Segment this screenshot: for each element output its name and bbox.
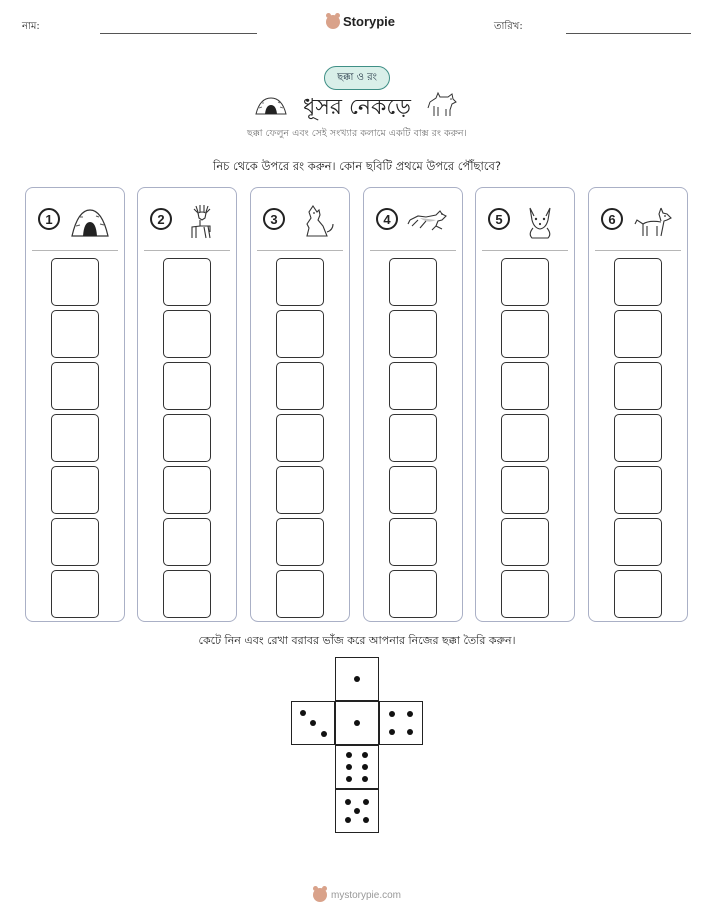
color-box[interactable]	[614, 570, 662, 618]
color-box[interactable]	[276, 466, 324, 514]
column-header	[26, 188, 124, 250]
standing-wolf-icon	[631, 202, 675, 240]
cut-instruction: কেটে নিন এবং রেখা বরাবর ভাঁজ করে আপনার নিজের ছক্কা তৈরি করুন।	[198, 634, 516, 647]
footer-bear-icon	[313, 888, 327, 902]
column-6	[588, 187, 688, 622]
color-box[interactable]	[276, 310, 324, 358]
column-number: 2	[150, 208, 172, 230]
column-2	[137, 187, 237, 622]
dice-pip	[363, 817, 369, 823]
column-number: 6	[601, 208, 623, 230]
color-box[interactable]	[163, 570, 211, 618]
color-box[interactable]	[51, 466, 99, 514]
name-label: নাম:	[22, 21, 40, 32]
column-divider	[370, 250, 456, 251]
column-number: 3	[263, 208, 285, 230]
column-divider	[257, 250, 343, 251]
brand-name: Storypie	[343, 14, 396, 29]
page-title: ধূসর নেকড়ে	[303, 95, 411, 120]
cave-icon	[68, 202, 112, 240]
color-box[interactable]	[501, 310, 549, 358]
color-box[interactable]	[51, 518, 99, 566]
column-divider	[32, 250, 118, 251]
running-wolf-icon	[406, 202, 450, 240]
subtitle: ছক্কা ফেলুন এবং সেই সংখ্যার কলামে একটি বাক্স রং করুন।	[247, 128, 467, 139]
dice-pip	[345, 799, 351, 805]
dice-pip	[346, 764, 352, 770]
wolf-icon	[426, 88, 458, 118]
color-boxes	[51, 258, 99, 622]
color-box[interactable]	[501, 518, 549, 566]
color-box[interactable]	[614, 258, 662, 306]
dice-pip	[389, 729, 395, 735]
color-box[interactable]	[276, 414, 324, 462]
color-boxes	[614, 258, 662, 622]
column-header	[589, 188, 687, 250]
dice-face	[335, 701, 379, 745]
color-box[interactable]	[51, 362, 99, 410]
column-number: 4	[376, 208, 398, 230]
color-box[interactable]	[501, 414, 549, 462]
dice-pip	[354, 676, 360, 682]
column-number: 1	[38, 208, 60, 230]
dice-pip	[389, 711, 395, 717]
color-boxes	[276, 258, 324, 622]
color-box[interactable]	[51, 570, 99, 618]
dice-face	[335, 789, 379, 833]
color-box[interactable]	[276, 570, 324, 618]
color-box[interactable]	[389, 258, 437, 306]
column-header	[251, 188, 349, 250]
howling-wolf-icon	[293, 202, 337, 240]
color-box[interactable]	[501, 258, 549, 306]
dice-pip	[321, 731, 327, 737]
color-box[interactable]	[51, 414, 99, 462]
column-1	[25, 187, 125, 622]
dice-pip	[407, 711, 413, 717]
color-box[interactable]	[163, 414, 211, 462]
bear-icon	[326, 15, 340, 29]
color-box[interactable]	[614, 466, 662, 514]
color-box[interactable]	[501, 570, 549, 618]
instruction: নিচ থেকে উপরে রং করুন। কোন ছবিটি প্রথমে উপরে পৌঁছাবে?	[213, 159, 501, 173]
color-box[interactable]	[389, 570, 437, 618]
dice-face	[335, 657, 379, 701]
dice-face	[379, 701, 423, 745]
color-box[interactable]	[276, 362, 324, 410]
activity-badge: ছক্কা ও রং	[324, 66, 390, 90]
column-header	[138, 188, 236, 250]
color-box[interactable]	[276, 518, 324, 566]
color-boxes	[501, 258, 549, 622]
color-box[interactable]	[501, 466, 549, 514]
color-box[interactable]	[51, 310, 99, 358]
dice-face	[335, 745, 379, 789]
dice-pip	[346, 752, 352, 758]
color-box[interactable]	[51, 258, 99, 306]
dice-pip	[407, 729, 413, 735]
dice-pip	[362, 764, 368, 770]
color-box[interactable]	[276, 258, 324, 306]
color-box[interactable]	[389, 310, 437, 358]
column-5	[475, 187, 575, 622]
column-4	[363, 187, 463, 622]
color-boxes	[389, 258, 437, 622]
dice-pip	[345, 817, 351, 823]
date-label: তারিখ:	[494, 21, 523, 32]
dice-pip	[354, 720, 360, 726]
dice-pip	[363, 799, 369, 805]
column-divider	[482, 250, 568, 251]
dice-pip	[310, 720, 316, 726]
dice-pip	[354, 808, 360, 814]
color-box[interactable]	[389, 362, 437, 410]
deer-icon	[180, 202, 224, 240]
color-box[interactable]	[389, 518, 437, 566]
column-header	[476, 188, 574, 250]
dice-pip	[300, 710, 306, 716]
footer-url[interactable]: mystorypie.com	[330, 889, 401, 901]
color-box[interactable]	[614, 414, 662, 462]
date-line[interactable]	[566, 33, 691, 34]
column-3	[250, 187, 350, 622]
dice-face	[291, 701, 335, 745]
color-box[interactable]	[163, 310, 211, 358]
dice-pip	[362, 752, 368, 758]
wolf-pup-icon	[518, 202, 562, 240]
color-box[interactable]	[389, 414, 437, 462]
column-divider	[144, 250, 230, 251]
color-box[interactable]	[614, 362, 662, 410]
color-box[interactable]	[163, 362, 211, 410]
color-boxes	[163, 258, 211, 622]
column-divider	[595, 250, 681, 251]
dice-pip	[346, 776, 352, 782]
color-box[interactable]	[163, 466, 211, 514]
color-box[interactable]	[501, 362, 549, 410]
dice-pip	[362, 776, 368, 782]
brand-logo	[326, 14, 395, 29]
footer	[0, 888, 714, 902]
color-box[interactable]	[163, 518, 211, 566]
column-number: 5	[488, 208, 510, 230]
color-box[interactable]	[614, 518, 662, 566]
name-line[interactable]	[100, 33, 257, 34]
color-box[interactable]	[163, 258, 211, 306]
color-box[interactable]	[614, 310, 662, 358]
column-header	[364, 188, 462, 250]
color-box[interactable]	[389, 466, 437, 514]
